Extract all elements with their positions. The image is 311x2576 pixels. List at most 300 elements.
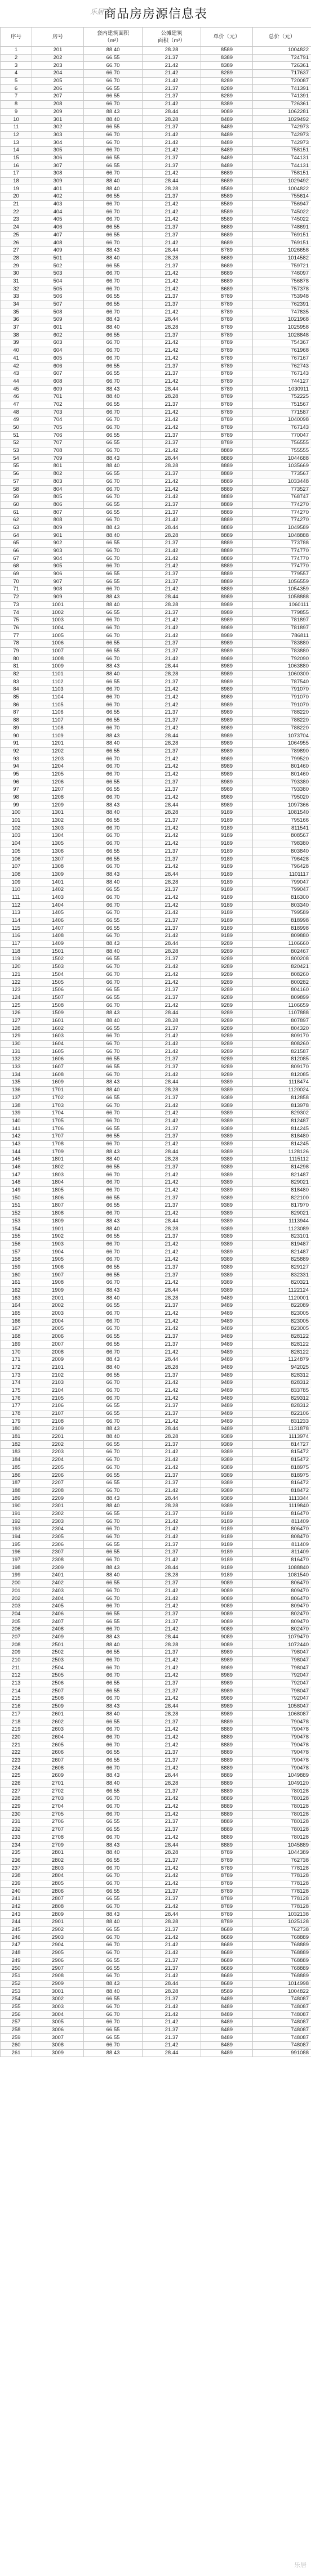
cell-unit-price: 8889: [201, 532, 253, 540]
cell-inner-area: 66.70: [84, 270, 143, 277]
cell-index: 106: [1, 855, 32, 863]
cell-total-price: 806470: [253, 1526, 311, 1534]
cell-room: 1705: [32, 1117, 84, 1125]
cell-inner-area: 88.43: [84, 316, 143, 324]
table-header: [1, 28, 311, 47]
table-row: [1, 1849, 311, 1857]
cell-inner-area: 88.43: [84, 1148, 143, 1156]
cell-total-price: 790478: [253, 1757, 311, 1764]
cell-room: 2308: [32, 1556, 84, 1564]
cell-inner-area: 66.70: [84, 62, 143, 70]
cell-total-price: 822106: [253, 1410, 311, 1418]
cell-shared-area: 21.42: [143, 493, 201, 501]
table-row: [1, 686, 311, 694]
cell-room: 1201: [32, 740, 84, 747]
cell-room: 1609: [32, 1079, 84, 1087]
cell-room: 2505: [32, 1672, 84, 1680]
cell-inner-area: 66.70: [84, 2042, 143, 2050]
cell-unit-price: 8689: [201, 270, 253, 277]
table-row: [1, 986, 311, 994]
cell-index: 138: [1, 1102, 32, 1110]
cell-index: 164: [1, 1302, 32, 1310]
cell-shared-area: 21.37: [143, 470, 201, 478]
cell-index: 6: [1, 85, 32, 93]
cell-unit-price: 9189: [201, 1510, 253, 1518]
cell-inner-area: 66.55: [84, 855, 143, 863]
cell-index: 57: [1, 478, 32, 486]
cell-total-price: 786811: [253, 632, 311, 640]
cell-shared-area: 28.28: [143, 1988, 201, 1996]
cell-shared-area: 21.42: [143, 1795, 201, 1803]
table-row: [1, 1456, 311, 1464]
cell-inner-area: 66.70: [84, 1726, 143, 1733]
cell-total-price: 1040098: [253, 416, 311, 424]
cell-room: 1002: [32, 609, 84, 617]
cell-shared-area: 21.37: [143, 1787, 201, 1795]
cell-index: 132: [1, 1056, 32, 1064]
cell-shared-area: 21.42: [143, 1865, 201, 1872]
table-row: [1, 1672, 311, 1680]
cell-unit-price: 9389: [201, 1156, 253, 1164]
cell-shared-area: 21.37: [143, 54, 201, 62]
cell-unit-price: 9189: [201, 1518, 253, 1526]
cell-index: 116: [1, 933, 32, 940]
cell-shared-area: 21.42: [143, 624, 201, 632]
cell-total-price: 792047: [253, 1672, 311, 1680]
cell-inner-area: 88.43: [84, 1772, 143, 1780]
cell-index: 124: [1, 994, 32, 1002]
cell-shared-area: 21.37: [143, 1826, 201, 1834]
cell-total-price: 813978: [253, 1102, 311, 1110]
table-row: [1, 1518, 311, 1526]
cell-total-price: 829021: [253, 1209, 311, 1217]
cell-total-price: 1032138: [253, 1911, 311, 1919]
cell-inner-area: 88.40: [84, 1710, 143, 1718]
table-row: [1, 293, 311, 301]
cell-index: 59: [1, 493, 32, 501]
table-row: [1, 2011, 311, 2019]
cell-unit-price: 8789: [201, 324, 253, 331]
table-row: [1, 724, 311, 732]
cell-shared-area: 21.37: [143, 223, 201, 231]
cell-unit-price: 9289: [201, 1017, 253, 1025]
table-row: [1, 1279, 311, 1287]
cell-room: 707: [32, 440, 84, 447]
cell-shared-area: 28.44: [143, 871, 201, 879]
cell-unit-price: 9189: [201, 917, 253, 925]
cell-shared-area: 28.44: [143, 663, 201, 671]
cell-index: 5: [1, 77, 32, 85]
cell-inner-area: 66.55: [84, 162, 143, 170]
table-row: [1, 277, 311, 285]
table-row: [1, 1240, 311, 1248]
cell-index: 153: [1, 1217, 32, 1225]
cell-total-price: 1119840: [253, 1502, 311, 1510]
table-row: [1, 609, 311, 617]
cell-total-price: 799047: [253, 879, 311, 886]
table-row: [1, 208, 311, 216]
cell-index: 40: [1, 347, 32, 355]
cell-total-price: 828122: [253, 1341, 311, 1349]
cell-inner-area: 66.55: [84, 678, 143, 686]
cell-index: 125: [1, 1002, 32, 1010]
cell-index: 32: [1, 285, 32, 293]
cell-shared-area: 28.44: [143, 1842, 201, 1849]
cell-room: 1209: [32, 801, 84, 809]
cell-inner-area: 88.43: [84, 593, 143, 601]
table-row: [1, 1102, 311, 1110]
cell-unit-price: 9389: [201, 1179, 253, 1187]
cell-unit-price: 9389: [201, 1479, 253, 1487]
table-row: [1, 247, 311, 254]
table-row: [1, 879, 311, 886]
table-row: [1, 1541, 311, 1549]
cell-unit-price: 8889: [201, 1826, 253, 1834]
cell-shared-area: 21.42: [143, 409, 201, 416]
cell-index: 171: [1, 1356, 32, 1364]
cell-index: 159: [1, 1264, 32, 1271]
cell-unit-price: 8689: [201, 285, 253, 293]
cell-shared-area: 21.42: [143, 478, 201, 486]
cell-inner-area: 66.70: [84, 763, 143, 770]
cell-inner-area: 66.70: [84, 1733, 143, 1741]
cell-inner-area: 66.70: [84, 208, 143, 216]
cell-inner-area: 66.70: [84, 794, 143, 801]
cell-shared-area: 21.42: [143, 1033, 201, 1041]
cell-inner-area: 66.55: [84, 1132, 143, 1140]
cell-unit-price: 9189: [201, 886, 253, 894]
cell-unit-price: 8889: [201, 1834, 253, 1842]
cell-index: 74: [1, 609, 32, 617]
table-row: [1, 1341, 311, 1349]
cell-room: 1603: [32, 1033, 84, 1041]
cell-index: 111: [1, 894, 32, 902]
cell-room: 904: [32, 555, 84, 563]
table-row: [1, 540, 311, 548]
cell-index: 85: [1, 693, 32, 701]
cell-total-price: 726361: [253, 100, 311, 108]
cell-index: 184: [1, 1456, 32, 1464]
cell-unit-price: 9389: [201, 1495, 253, 1503]
cell-shared-area: 28.28: [143, 1433, 201, 1441]
cell-shared-area: 21.42: [143, 1595, 201, 1603]
cell-total-price: 790478: [253, 1718, 311, 1726]
cell-shared-area: 21.42: [143, 1186, 201, 1194]
cell-room: 1805: [32, 1186, 84, 1194]
cell-index: 81: [1, 663, 32, 671]
cell-total-price: 780128: [253, 1811, 311, 1818]
cell-room: 1102: [32, 678, 84, 686]
cell-shared-area: 21.37: [143, 1888, 201, 1896]
cell-shared-area: 21.42: [143, 1834, 201, 1842]
cell-total-price: 756947: [253, 200, 311, 208]
table-row: [1, 1449, 311, 1457]
cell-inner-area: 88.40: [84, 601, 143, 609]
cell-shared-area: 21.42: [143, 1533, 201, 1541]
cell-room: 1409: [32, 940, 84, 948]
cell-shared-area: 28.28: [143, 809, 201, 817]
cell-total-price: 798047: [253, 1649, 311, 1657]
cell-shared-area: 21.42: [143, 563, 201, 571]
cell-unit-price: 9389: [201, 1502, 253, 1510]
table-row: [1, 1595, 311, 1603]
cell-index: 245: [1, 1926, 32, 1934]
table-row: [1, 971, 311, 979]
cell-index: 178: [1, 1410, 32, 1418]
cell-room: 1305: [32, 840, 84, 848]
table-row: [1, 1356, 311, 1364]
table-row: [1, 563, 311, 571]
cell-total-price: 758151: [253, 146, 311, 154]
table-row: [1, 1125, 311, 1133]
cell-unit-price: 8489: [201, 162, 253, 170]
cell-inner-area: 66.55: [84, 886, 143, 894]
cell-index: 30: [1, 270, 32, 277]
cell-total-price: 1049120: [253, 1780, 311, 1787]
cell-index: 219: [1, 1726, 32, 1733]
cell-unit-price: 9389: [201, 1109, 253, 1117]
cell-shared-area: 21.42: [143, 2019, 201, 2027]
cell-shared-area: 21.37: [143, 370, 201, 378]
cell-shared-area: 21.42: [143, 239, 201, 247]
cell-room: 1006: [32, 639, 84, 647]
cell-total-price: 790478: [253, 1749, 311, 1757]
cell-unit-price: 8989: [201, 763, 253, 770]
cell-index: 149: [1, 1186, 32, 1194]
cell-room: 608: [32, 378, 84, 386]
cell-inner-area: 66.55: [84, 1818, 143, 1826]
cell-index: 186: [1, 1472, 32, 1480]
table-row: [1, 316, 311, 324]
table-row: [1, 1949, 311, 1957]
cell-inner-area: 66.70: [84, 339, 143, 347]
table-row: [1, 1679, 311, 1687]
cell-inner-area: 66.70: [84, 378, 143, 386]
cell-shared-area: 21.37: [143, 1749, 201, 1757]
cell-index: 157: [1, 1248, 32, 1256]
table-row: [1, 1526, 311, 1534]
cell-unit-price: 9289: [201, 986, 253, 994]
cell-inner-area: 66.55: [84, 1679, 143, 1687]
table-row: [1, 1780, 311, 1787]
cell-total-price: 1107888: [253, 1009, 311, 1017]
cell-room: 2107: [32, 1410, 84, 1418]
cell-inner-area: 66.55: [84, 2026, 143, 2034]
table-row: [1, 601, 311, 609]
cell-total-price: 779557: [253, 570, 311, 578]
table-row: [1, 1579, 311, 1587]
table-row: [1, 1556, 311, 1564]
cell-index: 29: [1, 262, 32, 270]
cell-total-price: 762738: [253, 1926, 311, 1934]
table-row: [1, 1140, 311, 1148]
table-row: [1, 1818, 311, 1826]
cell-inner-area: 88.43: [84, 386, 143, 393]
cell-unit-price: 8789: [201, 308, 253, 316]
cell-inner-area: 88.43: [84, 663, 143, 671]
cell-index: 161: [1, 1279, 32, 1287]
table-row: [1, 1194, 311, 1202]
table-row: [1, 2003, 311, 2011]
cell-total-price: 768889: [253, 1942, 311, 1950]
cell-inner-area: 66.70: [84, 693, 143, 701]
table-row: [1, 578, 311, 586]
cell-unit-price: 9389: [201, 1271, 253, 1279]
cell-total-price: 1097366: [253, 801, 311, 809]
cell-total-price: 748087: [253, 2034, 311, 2042]
cell-room: 2204: [32, 1456, 84, 1464]
cell-room: 1008: [32, 655, 84, 663]
cell-room: 1009: [32, 663, 84, 671]
cell-shared-area: 21.42: [143, 1949, 201, 1957]
table-row: [1, 801, 311, 809]
cell-unit-price: 8789: [201, 1911, 253, 1919]
cell-index: 248: [1, 1949, 32, 1957]
cell-unit-price: 9189: [201, 871, 253, 879]
cell-total-price: 778128: [253, 1880, 311, 1888]
cell-shared-area: 21.42: [143, 2042, 201, 2050]
cell-index: 4: [1, 70, 32, 78]
cell-total-price: 1030911: [253, 386, 311, 393]
cell-room: 2504: [32, 1664, 84, 1672]
table-row: [1, 532, 311, 540]
cell-shared-area: 28.44: [143, 1772, 201, 1780]
cell-room: 1604: [32, 1040, 84, 1048]
cell-index: 93: [1, 755, 32, 763]
cell-unit-price: 8789: [201, 355, 253, 362]
table-row: [1, 1271, 311, 1279]
cell-shared-area: 21.37: [143, 778, 201, 786]
cell-unit-price: 8989: [201, 755, 253, 763]
cell-total-price: 1131878: [253, 1426, 311, 1433]
cell-inner-area: 66.55: [84, 501, 143, 509]
cell-index: 249: [1, 1957, 32, 1965]
cell-room: 1108: [32, 724, 84, 732]
cell-index: 228: [1, 1795, 32, 1803]
cell-unit-price: 8789: [201, 409, 253, 416]
cell-unit-price: 8889: [201, 1811, 253, 1818]
cell-inner-area: 66.55: [84, 231, 143, 239]
cell-total-price: 796428: [253, 863, 311, 871]
cell-inner-area: 66.55: [84, 1125, 143, 1133]
cell-shared-area: 21.42: [143, 547, 201, 555]
cell-room: 2907: [32, 1965, 84, 1973]
cell-room: 1007: [32, 647, 84, 655]
cell-shared-area: 21.37: [143, 747, 201, 755]
header-shared-area: 公摊建筑 面积（m²）: [143, 28, 201, 47]
cell-shared-area: 21.37: [143, 578, 201, 586]
cell-index: 172: [1, 1364, 32, 1372]
cell-total-price: 767143: [253, 424, 311, 432]
cell-total-price: 768889: [253, 1934, 311, 1942]
cell-room: 2405: [32, 1602, 84, 1610]
cell-shared-area: 21.42: [143, 1140, 201, 1148]
table-row: [1, 1587, 311, 1595]
cell-unit-price: 9189: [201, 817, 253, 825]
cell-shared-area: 21.42: [143, 139, 201, 147]
table-row: [1, 925, 311, 933]
cell-room: 507: [32, 301, 84, 308]
cell-total-price: 752225: [253, 393, 311, 401]
cell-index: 214: [1, 1687, 32, 1695]
cell-shared-area: 21.42: [143, 2011, 201, 2019]
cell-room: 2508: [32, 1695, 84, 1703]
cell-total-price: 822089: [253, 1302, 311, 1310]
cell-index: 144: [1, 1148, 32, 1156]
cell-inner-area: 88.43: [84, 1633, 143, 1641]
cell-unit-price: 9489: [201, 1372, 253, 1379]
cell-total-price: 802470: [253, 1625, 311, 1633]
cell-index: 215: [1, 1695, 32, 1703]
cell-unit-price: 8689: [201, 231, 253, 239]
cell-inner-area: 66.70: [84, 139, 143, 147]
cell-inner-area: 66.70: [84, 409, 143, 416]
cell-room: 2908: [32, 1972, 84, 1980]
cell-total-price: 828312: [253, 1372, 311, 1379]
cell-room: 1704: [32, 1109, 84, 1117]
cell-index: 102: [1, 825, 32, 832]
cell-inner-area: 66.70: [84, 1903, 143, 1911]
cell-index: 100: [1, 809, 32, 817]
cell-unit-price: 8789: [201, 424, 253, 432]
table-row: [1, 747, 311, 755]
cell-index: 71: [1, 586, 32, 594]
cell-index: 94: [1, 763, 32, 770]
cell-unit-price: 9189: [201, 879, 253, 886]
cell-unit-price: 9389: [201, 1449, 253, 1457]
cell-shared-area: 21.42: [143, 170, 201, 178]
cell-total-price: 745022: [253, 216, 311, 224]
cell-room: 804: [32, 486, 84, 494]
cell-unit-price: 8989: [201, 1649, 253, 1657]
cell-shared-area: 21.42: [143, 70, 201, 78]
cell-unit-price: 9389: [201, 1117, 253, 1125]
cell-index: 237: [1, 1865, 32, 1872]
cell-inner-area: 66.70: [84, 1186, 143, 1194]
cell-index: 80: [1, 655, 32, 663]
table-row: [1, 547, 311, 555]
cell-unit-price: 8989: [201, 778, 253, 786]
table-row: [1, 424, 311, 432]
cell-inner-area: 66.70: [84, 616, 143, 624]
cell-inner-area: 66.70: [84, 1865, 143, 1872]
cell-total-price: 814245: [253, 1140, 311, 1148]
cell-room: 2408: [32, 1625, 84, 1633]
cell-inner-area: 66.55: [84, 986, 143, 994]
table-row: [1, 509, 311, 517]
title-bar: [0, 0, 311, 27]
header-row: [1, 28, 311, 47]
cell-total-price: 1049889: [253, 1772, 311, 1780]
cell-room: 2006: [32, 1333, 84, 1341]
cell-total-price: 821487: [253, 1171, 311, 1179]
cell-unit-price: 8889: [201, 563, 253, 571]
cell-room: 1501: [32, 948, 84, 956]
cell-unit-price: 9189: [201, 855, 253, 863]
cell-room: 903: [32, 547, 84, 555]
cell-total-price: 774770: [253, 547, 311, 555]
cell-inner-area: 66.55: [84, 331, 143, 339]
cell-room: 906: [32, 570, 84, 578]
cell-room: 307: [32, 162, 84, 170]
cell-inner-area: 66.70: [84, 416, 143, 424]
cell-index: 203: [1, 1602, 32, 1610]
cell-shared-area: 21.37: [143, 1896, 201, 1903]
cell-index: 257: [1, 2019, 32, 2027]
cell-room: 207: [32, 93, 84, 101]
cell-index: 42: [1, 362, 32, 370]
cell-inner-area: 66.70: [84, 1803, 143, 1811]
